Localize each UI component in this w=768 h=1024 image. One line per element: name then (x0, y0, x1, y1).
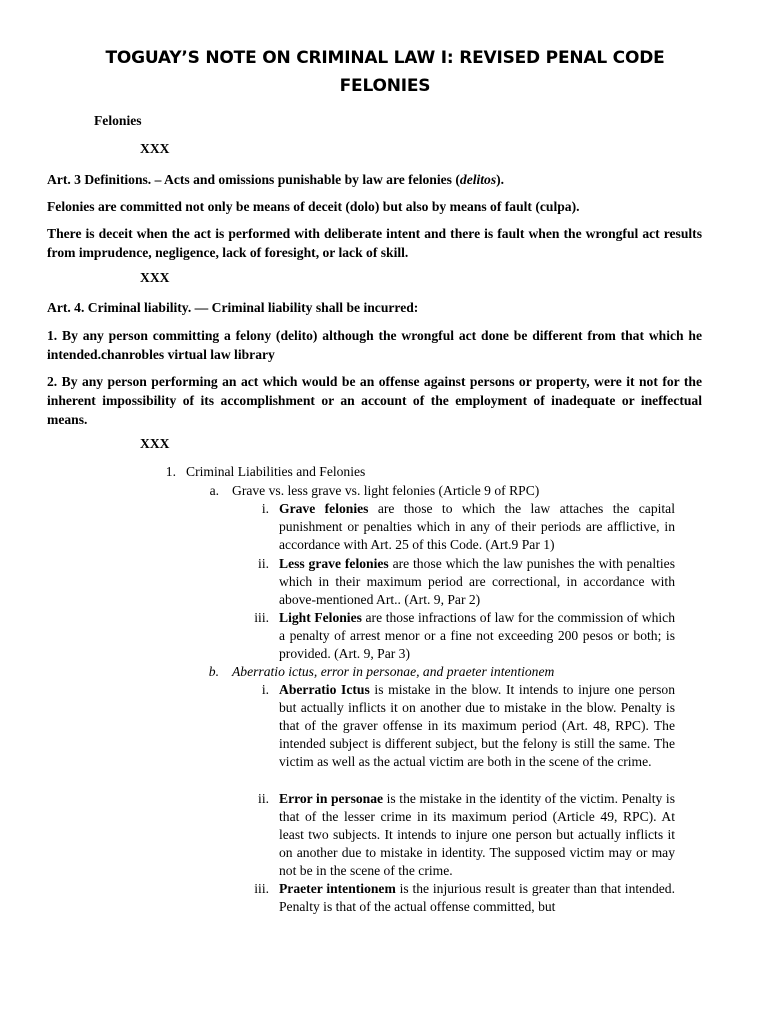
title-line-2: FELONIES (339, 76, 431, 96)
art3-paragraph-2: There is deceit when the act is performed with deliberate intent and there is fault when the wrongful act results from imprudence, negligence, lack of foresight, or lack of skill. (47, 226, 702, 260)
outline-b-text: Aberratio ictus, error in personae, and praeter intentionem (232, 664, 555, 679)
outline-a-text: Grave vs. less grave vs. light felonies (Article 9 of RPC) (232, 483, 540, 498)
outline-a-marker: a. (209, 483, 219, 498)
b-item-3-text: is the injurious result is greater than that intended. Penalty is that of the actual offense committed, but (279, 881, 675, 914)
a-item-2-marker: ii. (258, 556, 269, 571)
a-item-3-term: Light Felonies (279, 610, 362, 625)
outline-l1-text: Criminal Liabilities and Felonies (186, 464, 366, 479)
a-item-2 (279, 555, 675, 609)
a-item-1 (279, 500, 675, 554)
b-item-3 (279, 880, 675, 916)
b-item-2-text: is the mistake in the identity of the victim. Penalty is that of the lesser crime in its maximum period (Article 49, RPC). At least two subjects. It intends to injure one person but actually inflicts it on another due to mistake in identity. The supposed victim may or may not be in the scene of the crime. (279, 791, 675, 878)
section-heading: Felonies (94, 113, 142, 128)
outline-l1-marker: 1. (165, 464, 176, 479)
separator-1: XXX (140, 141, 170, 156)
art3-heading-text: Art. 3 Definitions. – Acts and omissions punishable by law are felonies ( (47, 172, 460, 187)
a-item-1-text: are those to which the law attaches the capital punishment or penalties which in any of their periods are afflictive, in accordance with Art. 25 of this Code. (Art.9 Par 1) (279, 501, 675, 552)
b-item-2-marker: ii. (258, 791, 269, 806)
b-item-2-term: Error in personae (279, 791, 384, 806)
art3-paragraph-1: Felonies are committed not only be means of deceit (dolo) but also by means of fault (culpa). (47, 199, 580, 214)
title-line-1: TOGUAY’S NOTE ON CRIMINAL LAW I: REVISED PENAL CODE (105, 48, 665, 68)
b-item-3-term: Praeter intentionem (279, 881, 396, 896)
b-item-1-text: is mistake in the blow. It intends to injure one person but actually inflicts it on another due to mistake in the blow. Penalty is that of the graver offense in its maximum period (Art. 48, RPC). The intended subject is different subject, but the felony is still the same. The victim as well as the actual victim are both in the scene of the crime. (279, 682, 675, 769)
a-item-1-marker: i. (261, 501, 269, 516)
separator-3: XXX (140, 436, 170, 451)
b-item-1 (279, 681, 675, 771)
art3-heading-italic: delitos (459, 172, 497, 187)
b-item-3-marker: iii. (254, 881, 269, 896)
a-item-3 (279, 609, 675, 663)
a-item-3-text: are those infractions of law for the commission of which a penalty of arrest menor or a fine not exceeding 200 pesos or both; is provided. (Art. 9, Par 3) (279, 610, 675, 661)
art4-item-1: 1. By any person committing a felony (delito) although the wrongful act done be different from that which he intended.chanrobles virtual law library (47, 328, 702, 362)
a-item-2-term: Less grave felonies (279, 556, 389, 571)
a-item-2-text: are those which the law punishes the with penalties which in their maximum period are correctional, in accordance with above-mentioned Art.. (Art. 9, Par 2) (279, 556, 675, 607)
outline-b-marker: b. (208, 664, 219, 679)
b-item-1-marker: i. (261, 682, 269, 697)
b-item-2 (279, 790, 675, 880)
art4-heading: Art. 4. Criminal liability. — Criminal liability shall be incurred: (47, 300, 419, 315)
art3-heading (47, 170, 702, 189)
separator-2: XXX (140, 270, 170, 285)
document-title (47, 44, 723, 100)
art4-item-2: 2. By any person performing an act which would be an offense against persons or property, were it not for the inherent impossibility of its accomplishment or an account of the employment of inadequate or ineffectual means. (47, 374, 702, 427)
a-item-1-term: Grave felonies (279, 501, 369, 516)
a-item-3-marker: iii. (254, 610, 269, 625)
art3-heading-end: ). (496, 172, 505, 187)
b-item-1-term: Aberratio Ictus (279, 682, 370, 697)
